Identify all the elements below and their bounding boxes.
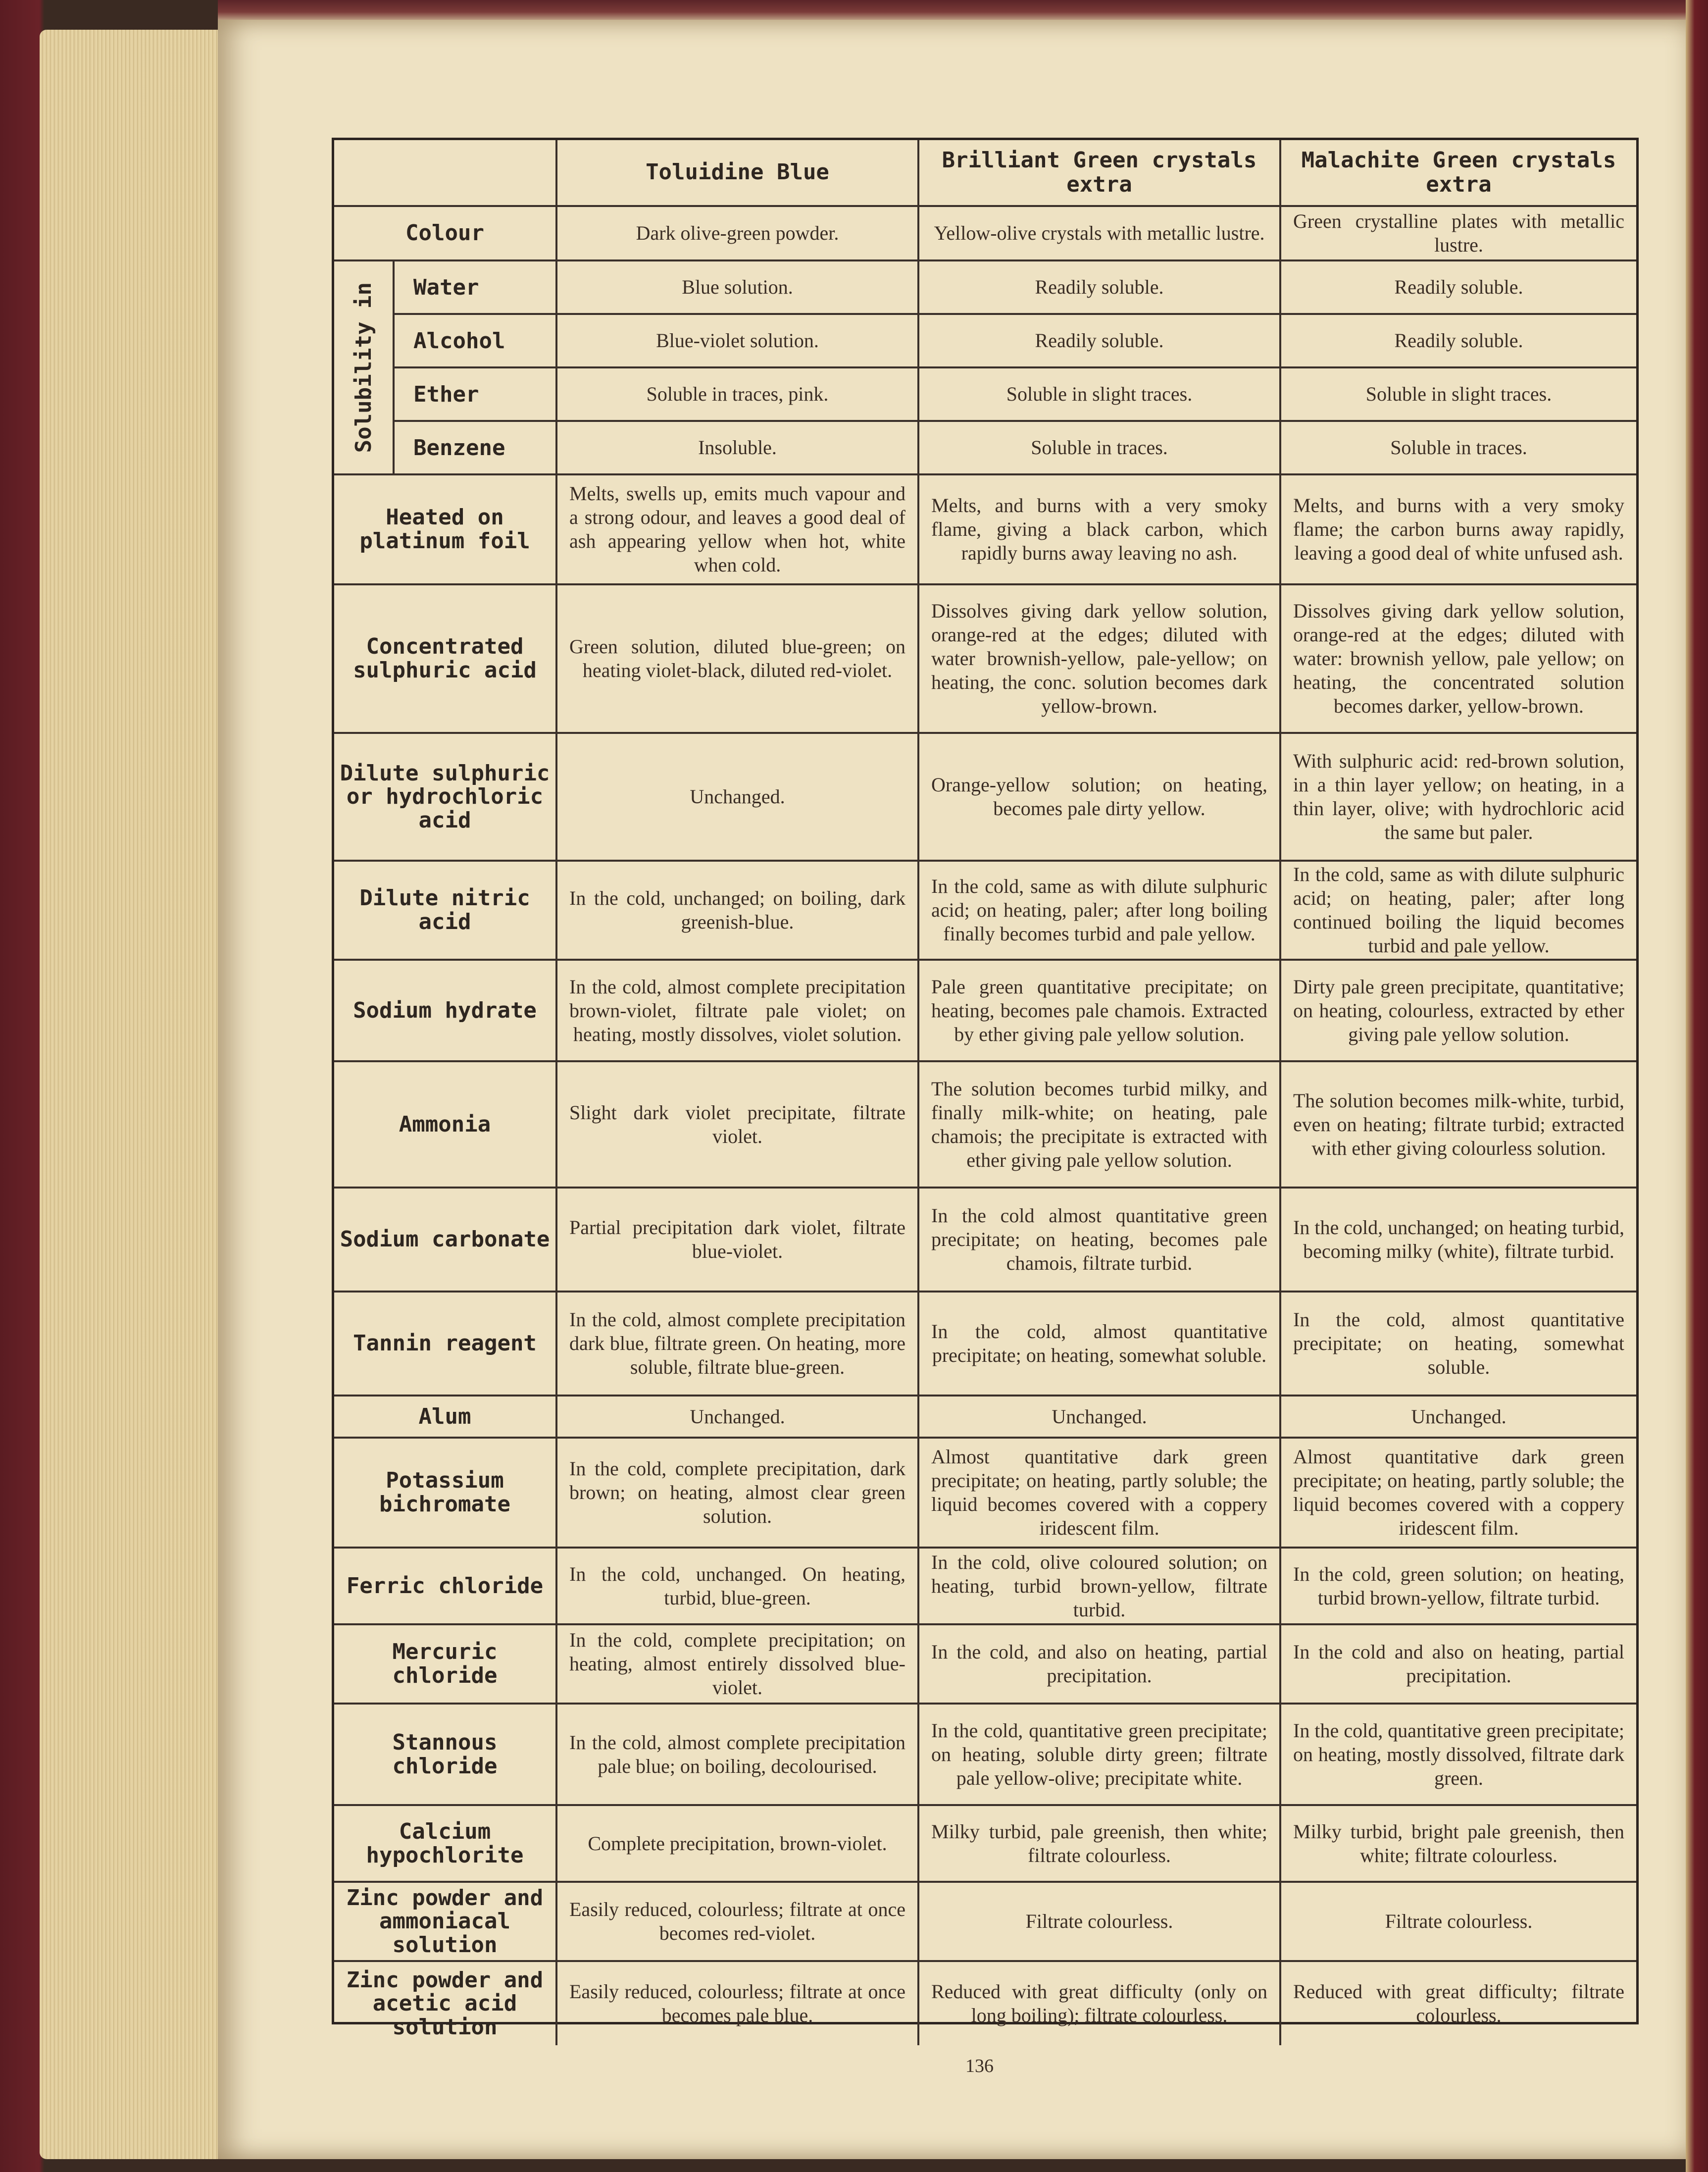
table-cell: In the cold, quantitative green precipitate; on heating, soluble dirty green; filtrate pale yellow-olive; precipitate white.	[919, 1705, 1281, 1806]
table-cell: The solution becomes turbid milky, and finally milk-white; on heating, pale chamois; the precipitate is extracted with ether giving pale yellow solution.	[919, 1062, 1281, 1189]
table-cell: In the cold, unchanged. On heating, turbid, blue-green.	[557, 1549, 919, 1625]
table-cell: Readily soluble.	[919, 315, 1281, 368]
table-cell: Complete precipitation, brown-violet.	[557, 1806, 919, 1883]
row-label: Ammonia	[334, 1062, 557, 1189]
right-cover-edge	[1686, 0, 1708, 2172]
table-cell: Soluble in slight traces.	[919, 368, 1281, 422]
table-cell: Melts, and burns with a very smoky flame; the carbon burns away rapidly, leaving a good deal of white unfused ash.	[1281, 475, 1636, 585]
solubility-label: Solubility in	[351, 282, 376, 453]
row-label: Ferric chloride	[334, 1549, 557, 1625]
row-label: Calcium hypochlorite	[334, 1806, 557, 1883]
table-cell: Milky turbid, pale greenish, then white; filtrate colourless.	[919, 1806, 1281, 1883]
header-malachite-green: Malachite Green crystals extra	[1281, 140, 1636, 207]
table-cell: In the cold, and also on heating, partial precipitation.	[919, 1625, 1281, 1705]
table-cell: Reduced with great difficulty; filtrate colourless.	[1293, 1980, 1624, 2026]
table-cell: Almost quantitative dark green precipitate; on heating, partly soluble; the liquid becomes covered with a coppery iridescent film.	[1281, 1439, 1636, 1549]
table-cell: In the cold, quantitative green precipitate; on heating, mostly dissolved, filtrate dark green.	[1281, 1705, 1636, 1806]
table-cell: Soluble in traces.	[1281, 422, 1636, 475]
row-label: Alum	[334, 1396, 557, 1439]
row-label: Sodium carbonate	[334, 1189, 557, 1293]
row-label: Stannous chloride	[334, 1705, 557, 1806]
table-cell: Almost quantitative dark green precipitate; on heating, partly soluble; the liquid becomes covered with a coppery iridescent film.	[919, 1439, 1281, 1549]
solubility-solvents	[395, 261, 555, 473]
table-cell: In the cold, same as with dilute sulphuric acid; on heating, paler; after long boiling finally becomes turbid and pale yellow.	[919, 862, 1281, 961]
table-cell: Readily soluble.	[1281, 315, 1636, 368]
row-label: Dilute nitric acid	[334, 862, 557, 961]
solubility-vertical-label	[334, 261, 395, 473]
row-label-colour: Colour	[334, 207, 557, 261]
row-label: Mercuric chloride	[334, 1625, 557, 1705]
table-cell: Soluble in slight traces.	[1281, 368, 1636, 422]
table-cell: Pale green quantitative precipitate; on heating, becomes pale chamois. Extracted by ether giving pale yellow solution.	[919, 961, 1281, 1062]
table-cell: Soluble in traces, pink.	[557, 368, 919, 422]
table-cell: Unchanged.	[557, 734, 919, 862]
table-cell: Unchanged.	[919, 1396, 1281, 1439]
row-label: Dilute sulphuric or hydrochloric acid	[334, 734, 557, 862]
table-cell: Green crystalline plates with metallic lustre.	[1281, 207, 1636, 261]
table-cell: Melts, swells up, emits much vapour and a strong odour, and leaves a good deal of ash appearing yellow when hot, white when cold.	[557, 475, 919, 585]
table-cell: Dirty pale green precipitate, quantitative; on heating, colourless, extracted by ether giving pale yellow solution.	[1281, 961, 1636, 1062]
table-cell: Filtrate colourless.	[919, 1883, 1281, 1962]
table-cell: In the cold and also on heating, partial precipitation.	[1281, 1625, 1636, 1705]
table-cell: In the cold, olive coloured solution; on heating, turbid brown-yellow, filtrate turbid.	[919, 1549, 1281, 1625]
solvent-benzene: Benzene	[413, 435, 505, 461]
table-cell: Reduced with great difficulty (only on long boiling); filtrate colourless.	[919, 1962, 1281, 2045]
header-toluidine-blue: Toluidine Blue	[557, 140, 919, 207]
table-cell: In the cold, almost complete precipitation brown-violet, filtrate pale violet; on heating, mostly dissolves, violet solution.	[557, 961, 919, 1062]
row-label: Zinc powder and ammoniacal solution	[334, 1883, 557, 1962]
table-cell: In the cold, almost complete precipitation pale blue; on boiling, decolourised.	[557, 1705, 919, 1806]
row-label: Heated on platinum foil	[334, 475, 557, 585]
table-cell: The solution becomes milk-white, turbid, even on heating; filtrate turbid; extracted with ether giving colourless solution.	[1281, 1062, 1636, 1189]
table-cell: In the cold, almost quantitative precipitate; on heating, somewhat soluble.	[919, 1293, 1281, 1396]
row-label: Zinc powder and acetic acid solution	[334, 1962, 557, 2045]
table-cell: Blue solution.	[557, 261, 919, 315]
table-cell: In the cold, almost quantitative precipitate; on heating, somewhat soluble.	[1281, 1293, 1636, 1396]
table-cell: Green solution, diluted blue-green; on heating violet-black, diluted red-violet.	[557, 585, 919, 734]
solubility-group	[334, 261, 557, 475]
solvent-alcohol: Alcohol	[395, 315, 555, 368]
table-cell: Unchanged.	[1281, 1396, 1636, 1439]
table-cell: Yellow-olive crystals with metallic lustre.	[919, 207, 1281, 261]
page-edges	[40, 30, 218, 2159]
table-cell: In the cold, green solution; on heating, turbid brown-yellow, filtrate turbid.	[1281, 1549, 1636, 1625]
row-label: Tannin reagent	[334, 1293, 557, 1396]
solvent-water: Water	[395, 261, 555, 315]
row-label: Potassium bichromate	[334, 1439, 557, 1549]
header-brilliant-green: Brilliant Green crystals extra	[919, 140, 1281, 207]
table-cell: Readily soluble.	[1281, 261, 1636, 315]
table-cell: With sulphuric acid: red-brown solution, in a thin layer yellow; on heating, in a thin layer, olive; with hydrochloric acid the same but paler.	[1281, 734, 1636, 862]
table-cell: Insoluble.	[557, 422, 919, 475]
table-cell: In the cold, same as with dilute sulphuric acid; on heating, paler; after long continued boiling the liquid becomes turbid and pale yellow.	[1281, 862, 1636, 961]
table-cell: Readily soluble.	[919, 261, 1281, 315]
table-cell: Orange-yellow solution; on heating, becomes pale dirty yellow.	[919, 734, 1281, 862]
page-number: 136	[965, 2056, 994, 2076]
table-cell: Dissolves giving dark yellow solution, orange-red at the edges; diluted with water: brownish yellow, pale yellow; on heating, the concentrated solution becomes darker, yellow-brown.	[1281, 585, 1636, 734]
table-cell: Easily reduced, colourless; filtrate at once becomes pale blue.	[557, 1962, 919, 2045]
table-cell: In the cold, complete precipitation; on heating, almost entirely dissolved blue-violet.	[557, 1625, 919, 1705]
header-corner	[334, 140, 557, 207]
table-cell: Partial precipitation dark violet, filtrate blue-violet.	[557, 1189, 919, 1293]
table-cell: In the cold almost quantitative green precipitate; on heating, becomes pale chamois, filtrate turbid.	[919, 1189, 1281, 1293]
table-cell: Blue-violet solution.	[557, 315, 919, 368]
table-cell: Unchanged.	[557, 1396, 919, 1439]
table-cell: Soluble in traces.	[919, 422, 1281, 475]
table-cell: In the cold, unchanged; on heating turbid, becoming milky (white), filtrate turbid.	[1281, 1189, 1636, 1293]
table-cell: In the cold, unchanged; on boiling, dark greenish-blue.	[557, 862, 919, 961]
solvent-ether: Ether	[395, 368, 555, 422]
table-cell: In the cold, complete precipitation, dark brown; on heating, almost clear green solution.	[557, 1439, 919, 1549]
table-cell: In the cold, almost complete precipitation dark blue, filtrate green. On heating, more soluble, filtrate blue-green.	[557, 1293, 919, 1396]
table-cell: Filtrate colourless.	[1281, 1883, 1636, 1962]
table-cell: Easily reduced, colourless; filtrate at once becomes red-violet.	[557, 1883, 919, 1962]
row-label: Sodium hydrate	[334, 961, 557, 1062]
table-cell: Slight dark violet precipitate, filtrate violet.	[557, 1062, 919, 1189]
table-cell: Dissolves giving dark yellow solution, orange-red at the edges; diluted with water brownish-yellow, pale-yellow; on heating, the conc. solution becomes dark yellow-brown.	[919, 585, 1281, 734]
table-cell: Dark olive-green powder.	[557, 207, 919, 261]
table-cell: Milky turbid, bright pale greenish, then white; filtrate colourless.	[1281, 1806, 1636, 1883]
reactions-table	[332, 138, 1639, 2040]
table-cell: Melts, and burns with a very smoky flame, giving a black carbon, which rapidly burns away leaving no ash.	[919, 475, 1281, 585]
row-label: Concentrated sulphuric acid	[334, 585, 557, 734]
